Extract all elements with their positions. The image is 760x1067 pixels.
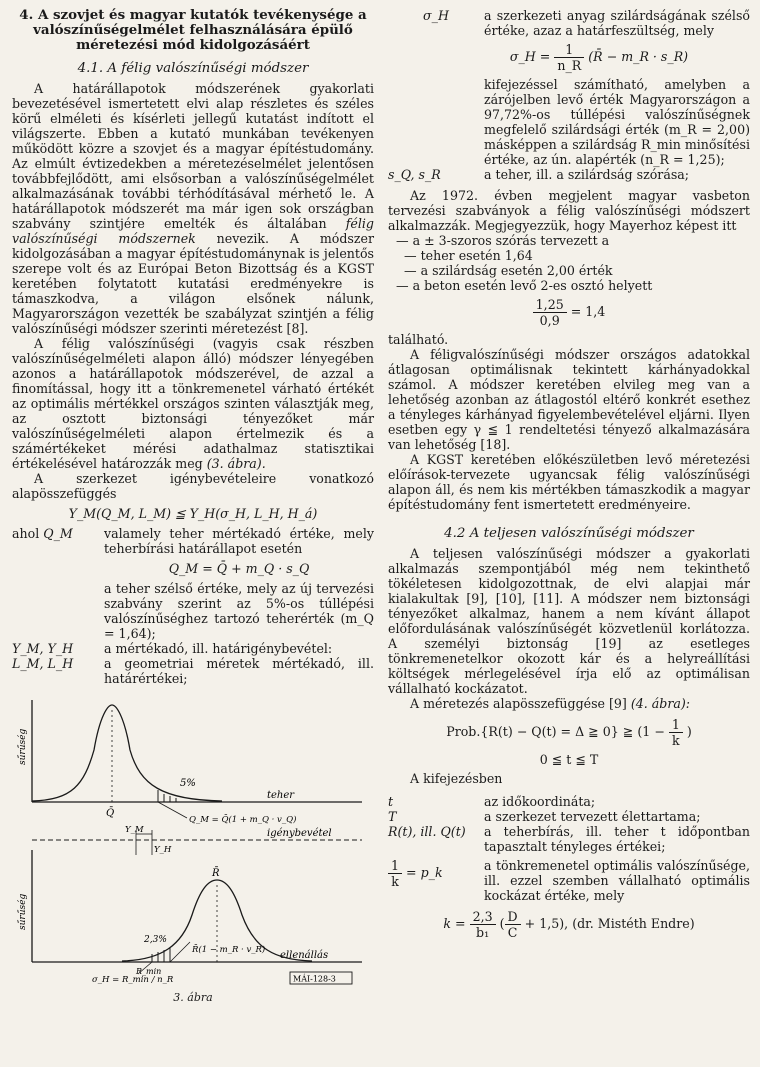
def-symbol: $\frac{1}{k}$ = p_k <box>388 858 484 903</box>
paragraph-4: Az 1972. évben megjelent magyar vasbeton tervezési szabványok a félig valószínűségi módszert alkalmazzák. Megjegyezzük, hogy Mayerhoz képest itt <box>388 188 750 233</box>
fig-sigma: σ_H = R_min / n_R <box>92 975 174 985</box>
fig-ym: Y_M <box>125 825 144 835</box>
def-text: valamely teher mértékadó értéke, mely teherbírási határállapot esetén <box>104 526 374 556</box>
fig-axis-top: teher <box>267 790 295 801</box>
dash-item: — a ± 3-szoros szórás tervezett a <box>396 233 610 248</box>
def-text: a mértékadó, ill. határigénybevétel: <box>104 641 333 656</box>
dash-item: — a beton esetén levő 2-es osztó helyett <box>396 278 653 293</box>
dash-item: — teher esetén 1,64 <box>404 248 533 263</box>
paragraph-3: A szerkezet igénybevételeire vonatkozó alapösszefüggés <box>12 471 374 501</box>
emphasis-term: félig valószínűségi módszernek <box>12 216 374 246</box>
definition-qm-2 <box>12 581 374 641</box>
definition-l <box>12 656 374 686</box>
def-text: a tönkremenetel optimális valószínűsége, ill. ezzel szemben vállalható optimális kockázat értéke, mely <box>484 858 750 903</box>
def-text: kifejezéssel számítható, amelyben a zárójelben levő érték Magyarországon a 97,72%-os túllépési valószínűségnek megfelelő szilárdsági érték (m_R = 2,00) másképpen a szilárdság R_min minősítési értéke, az ún. alapérték (n_R = 1,25); <box>484 77 750 167</box>
chapter-title: 4. A szovjet és magyar kutatók tevékenysége a valószínűségelmélet felhasználására épülő méretezési mód kidolgozásáért <box>19 7 367 53</box>
definition-y <box>12 641 374 656</box>
formula-1: Y_M(Q_M, L_M) ≦ Y_H(σ_H, L_H, H_á) <box>68 506 318 521</box>
def-symbol: σ_H <box>423 8 449 23</box>
def-text: a teher, ill. a szilárdság szórása; <box>484 167 690 182</box>
left-column <box>12 8 374 1005</box>
def-text: a teher szélső értéke, mely az új tervezési szabvány szerint az 5%-os túllépési valószínűséghez tartozó teherérték (m_Q = 1,64); <box>104 581 374 641</box>
paragraph-6: A KGST keretében előkészületben levő méretezési előírások-tervezete ugyancsak félig valószínűségi alapon áll, és nem kis mértékben támaszkodik a magyar építéstudomány fent ismertetett eredményeire. <box>388 452 750 512</box>
section-heading-4-2: 4.2 A teljesen valószínűségi módszer <box>444 526 694 541</box>
fig-ylabel-top: sűrűség <box>18 728 28 765</box>
definition-t <box>388 794 750 809</box>
def-symbol: T <box>388 809 397 824</box>
talalhato: található. <box>388 332 449 347</box>
fig-rmin-label: R̄(1 − m_R · v_R) <box>192 945 266 955</box>
formula-4: $\frac{1,25}{0,9}$ = 1,4 <box>388 297 750 328</box>
definition-pk <box>388 858 750 903</box>
definition-s <box>388 167 750 182</box>
paragraph-7: A teljesen valószínűségi módszer a gyakorlati alkalmazás szempontjából még nem tekinthető tökéletesen kidolgozottnak, de elvi alapjai már kialakultak [9], [10], [11]. A módszer nem biztonsági tényezőket alkalmaz, hanem a nem kívánt állapot előfordulásának valószínűségét közvetlenül korlátozza. A személyi biztonság [19] az esetleges tönkremenetelkor okozott kár és a helyreállítási költségek mérlegelésével írja elő az optimálisan vállalható kockázatot. <box>388 546 750 696</box>
fig-pct-bottom: 2,3% <box>144 935 167 945</box>
fig-ylabel-bottom: sűrűség <box>18 893 28 930</box>
dash-item: — a szilárdság esetén 2,00 érték <box>404 263 613 278</box>
dash-list <box>388 233 750 293</box>
definition-r <box>388 824 750 854</box>
fig-qm-label: Q_M = Q̄(1 + m_Q · v_Q) <box>189 815 297 825</box>
author: (dr. Mistéth Endre) <box>572 916 695 931</box>
definition-sigma <box>388 8 750 38</box>
fig-yh: Y_H <box>154 845 172 855</box>
fig-rmin: R_min <box>136 967 162 976</box>
formula-5: Prob.{R(t) − Q(t) = Δ ≧ 0} ≧ (1 − $\frac{1}{k}$ ) <box>446 717 692 748</box>
formula-2: Q_M = Q̄ + m_Q · s_Q <box>168 561 310 576</box>
fig-rbar: R̄ <box>212 868 220 879</box>
paragraph-2: A félig valószínűségi (vagyis csak részben valószínűségelméleti alapon álló) módszer lényegében azonos a határállapotok módszerével, de azzal a finomítással, hogy itt a tönkremenetel várható értékét az optimális mértékkel országos szinten választják meg, az osztott biztonsági tényezőket már valószínűségelméleti alapon értelmezik és a számértékeket mérési adathalmaz statisztikai értékelésével határozzák meg (3. ábra). <box>12 336 374 471</box>
def-symbol: Y_M, Y_H <box>12 641 74 656</box>
fig-badge: MÁI-128-3 <box>293 974 336 984</box>
formula-3: σ_H = $\frac{1}{n\_R}$ (R̄ − m_R · s_R) <box>509 42 689 73</box>
paragraph-8: A méretezés alapösszefüggése [9] (4. ábra): <box>410 696 691 711</box>
fig-axis-bottom: ellenállás <box>280 950 329 961</box>
kifejezes-intro: A kifejezésben <box>410 771 503 786</box>
figure-3 <box>12 690 374 990</box>
def-symbol: s_Q, s_R <box>388 167 441 182</box>
def-symbol: L_M, L_H <box>12 656 74 671</box>
def-text: az időkoordináta; <box>484 794 596 809</box>
def-text: a szerkezet tervezett élettartama; <box>484 809 701 824</box>
definition-T <box>388 809 750 824</box>
right-column <box>388 8 750 944</box>
paragraph-5: A féligvalószínűségi módszer országos adatokkal átlagosan optimálisnak tekintett kárhányadokkal számol. A módszer keretében elvileg meg van a lehetőség azonban az átlagostól eltérő konkrét esethez a tényleges kárhányad figyelembevételével eljárni. Ilyen esetben egy γ ≦ 1 rendeltetési tényező alkalmazására van lehetőség [18]. <box>388 347 750 452</box>
def-text: a teherbírás, ill. teher t időpontban tapasztalt tényleges értékei; <box>484 824 750 854</box>
def-symbol: ahol Q_M <box>12 526 73 541</box>
def-text: a geometriai méretek mértékadó, ill. határértékei; <box>104 656 374 686</box>
definition-sigma-2 <box>388 77 750 167</box>
fig-axis-mid: igénybevétel <box>267 828 332 839</box>
figure-caption: 3. ábra <box>173 991 213 1004</box>
formula-5-condition: 0 ≦ t ≦ T <box>539 752 599 767</box>
fig-pct-top: 5% <box>180 778 196 789</box>
def-symbol: t <box>388 794 394 809</box>
def-text: a szerkezeti anyag szilárdságának szélső értéke, azaz a határfeszültség, mely <box>484 8 750 38</box>
section-heading-4-1: 4.1. A félig valószínűségi módszer <box>77 61 309 76</box>
definition-qm <box>12 526 374 556</box>
fig-qbar: Q̄ <box>106 808 115 819</box>
def-symbol: R(t), ill. Q(t) <box>388 824 466 839</box>
formula-6: k = $\frac{2,3}{\text{b₁}}$ ( $\frac{D}{C}$ + 1,5), (dr. Mistéth Endre) <box>443 909 695 940</box>
paragraph-1: A határállapotok módszerének gyakorlati bevezetésével ismertetett elvi alap részletes és széles körű elméleti és kísérleti jellegű kutatást indított el világszerte. Ebben a kutató munkában tevékenyen működött közre a szovjet és a magyar építéstudomány. Az elmúlt évtizedekben a méretezéselmélet jelentősen továbbfejlődött, ami elsősorban a valószínűségelmélet alkalmazásának további térhódításával mérhető le. A határállapotok módszerét ma már igen sok országban szabvány szintjére emelték és általában félig valószínűségi módszernek nevezik. A módszer kidolgozásában a magyar építéstudománynak is jelentős szerepe volt és az Európai Beton Bizottság és a KGST keretében folytatott kutatási eredményekre is támaszkodva, a világon elsőnek nálunk, Magyarországon vezették be szabályzat szintjén a félig valószínűségi módszer szerinti méretezést [8]. <box>12 81 374 336</box>
